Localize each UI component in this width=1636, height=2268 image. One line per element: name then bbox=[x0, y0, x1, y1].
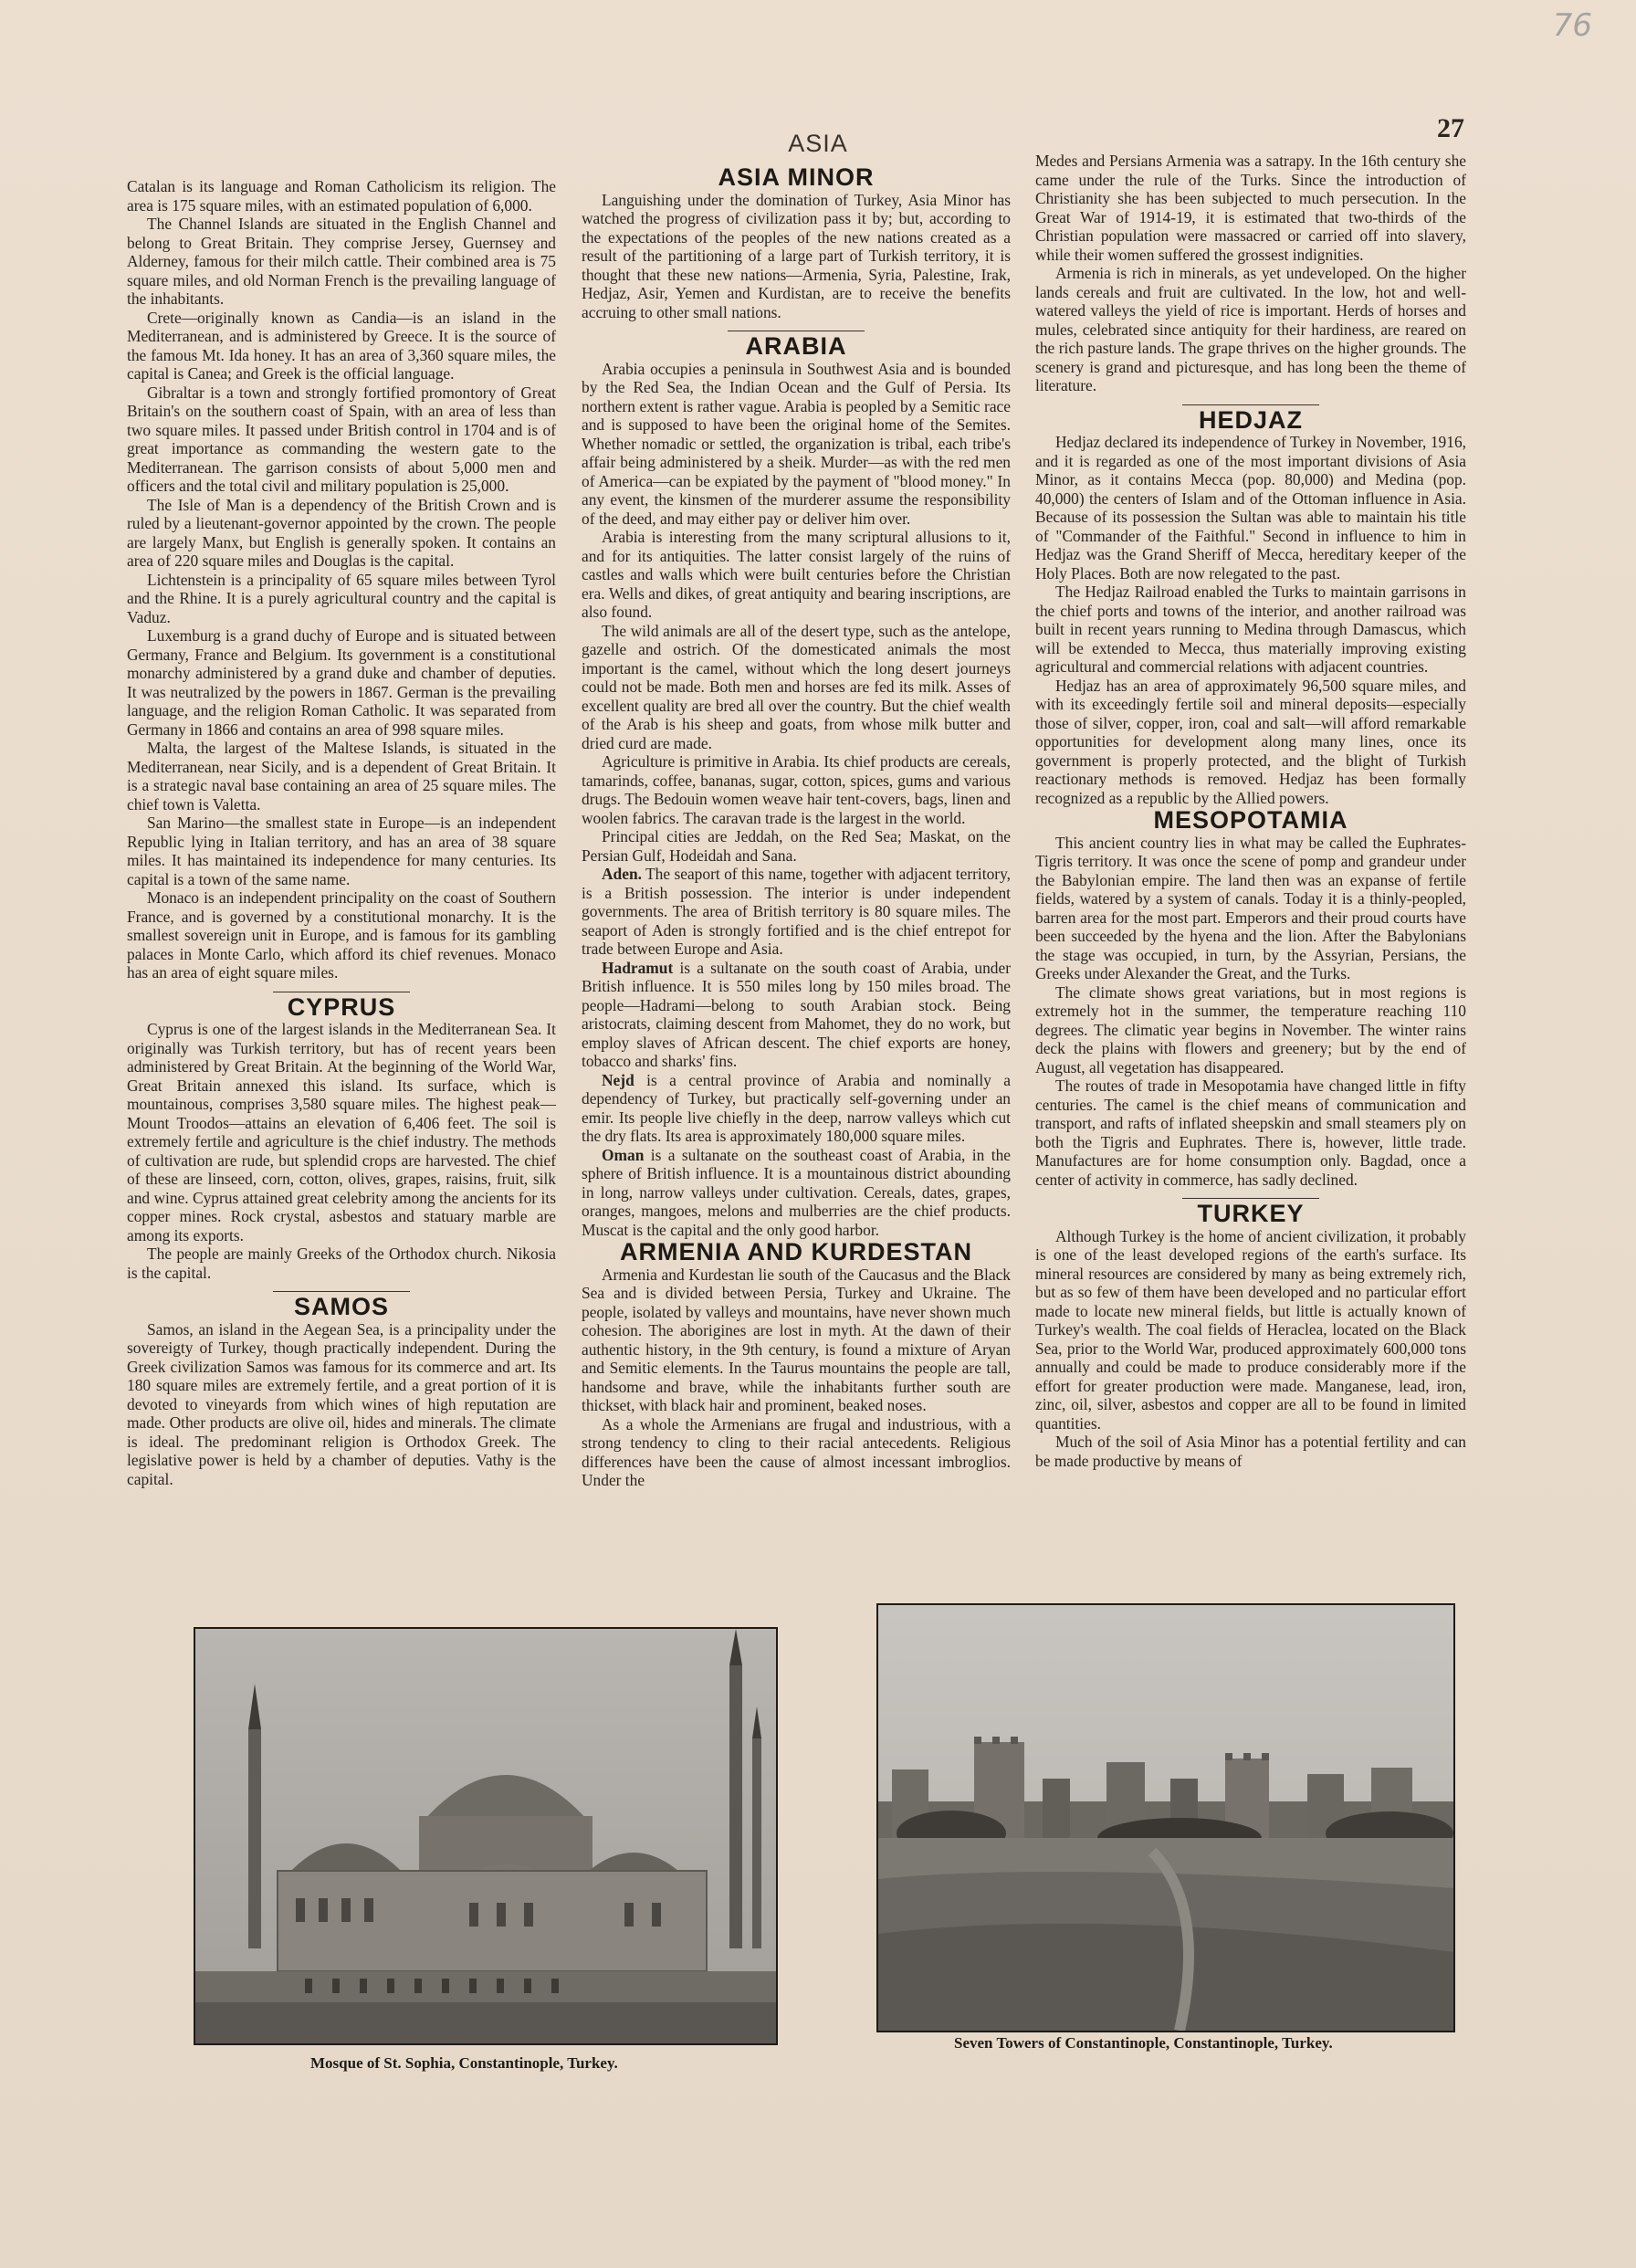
heading-asia-minor: ASIA MINOR bbox=[718, 163, 875, 191]
heading-hedjaz: HEDJAZ bbox=[1198, 405, 1303, 434]
heading-mesopotamia: MESOPOTAMIA bbox=[1153, 806, 1348, 834]
paragraph: Samos, an island in the Aegean Sea, is a principality under the sovereigty of Turkey, though practically independent. During the Greek civilization Samos was famous for its commerce and art. Its 180 square miles are extremely fertile, and a great portion of it is devoted to vineyards from which wines of high reputation are made. Other products are olive oil, hides and minerals. The climate is ideal. The predominant religion is Orthodox Greek. The legislative power is held by a chamber of deputies. Vathy is the capital. bbox=[127, 1319, 556, 1488]
lead-nejd: Nejd bbox=[602, 1070, 634, 1089]
text-aden: The seaport of this name, together with adjacent territory, is a British possession. The interior is under independent governments. The area of British territory is 80 square miles. The seaport of Aden is strongly fortified and is the chief entrepot for trade between Europe and Asia. bbox=[582, 865, 1011, 958]
paragraph: Cyprus is one of the largest islands in the Mediterranean Sea. It originally was Turkish territory, but has of recent years been administered by Great Britain. At the beginning of the World War, Great Britain annexed this island. Its surface, which is mountainous, comprises 3,580 square miles. The highest peak—Mount Troodos—attains an elevation of 6,406 feet. The soil is extremely fertile and agriculture is the chief industry. The methods of cultivation are rude, but splendid crops are harvested. The chief of these are linseed, corn, cotton, olives, grapes, raisins, fruit, silk and wine. Cyprus attained great celebrity among the ancients for its copper mines. Rock crystal, asbestos and statuary marble are among its exports. bbox=[127, 1020, 556, 1244]
paragraph-nejd bbox=[582, 1071, 1011, 1146]
paragraph: The Channel Islands are situated in the English Channel and belong to Great Britain. They comprise Jersey, Guernsey and Alderney, famous for their milch cattle. Their combined area is 75 square miles, and old Norman French is the prevailing language of the inhabitants. bbox=[127, 215, 556, 308]
handwritten-page-number: 76 bbox=[1552, 7, 1592, 44]
paragraph: Agriculture is primitive in Arabia. Its chief products are cereals, tamarinds, coffee, bananas, sugar, cotton, spices, gums and various drugs. The Bedouin women weave hair tent-covers, bags, linen and woolen fabrics. The caravan trade is the largest in the world. bbox=[582, 752, 1011, 827]
caption-seven-towers: Seven Towers of Constantinople, Constantinople, Turkey. bbox=[954, 2034, 1333, 2052]
text-nejd: is a central province of Arabia and nominally a dependency of Turkey, but practically self-governing under an emir. Its people live chiefly in the deep, narrow valleys which cut the dry flats. Its area is approximately 180,000 square miles. bbox=[582, 1070, 1011, 1145]
page-number: 27 bbox=[1437, 113, 1464, 143]
paragraph: The wild animals are all of the desert type, such as the antelope, gazelle and ostrich. Of the domesticated animals the most important is the camel, without which the long desert journeys could not be made. Both men and horses are fed its milk. Asses of excellent quality are bred all over the country. But the chief wealth of the Arab is his sheep and goats, from whose milk butter and dried curd are made. bbox=[582, 621, 1011, 752]
paragraph: Armenia is rich in minerals, as yet undeveloped. On the higher lands cereals and fruit are cultivated. In the low, hot and well-watered valleys the yield of rice is important. Herds of horses and mules, celebrated since antiquity for their hardiness, are reared on the rich pasture lands. The grape thrives on the higher grounds. The scenery is grand and picturesque, and has long been the theme of literature. bbox=[1035, 264, 1466, 394]
paragraph: San Marino—the smallest state in Europe—is an independent Republic lying in Italian territory, and has an area of 38 square miles. It has maintained its independence for many centuries. Its capital is a town of the same name. bbox=[127, 814, 556, 888]
lead-aden: Aden. bbox=[602, 865, 642, 883]
paragraph: The routes of trade in Mesopotamia have changed little in fifty centuries. The camel is the chief means of communication and transport, and rafts of inflated sheepskin and small steamers ply on both the Tigris and Euphrates. There is, however, little trade. Manufactures are for home consumption only. Bagdad, once a center of activity in commerce, has sadly declined. bbox=[1035, 1076, 1466, 1189]
photo-seven-towers bbox=[876, 1603, 1455, 2032]
column-right bbox=[1035, 152, 1466, 1470]
lead-oman: Oman bbox=[602, 1145, 645, 1164]
lead-hadramut: Hadramut bbox=[602, 958, 674, 977]
paragraph: Monaco is an independent principality on the coast of Southern France, and is governed by a constitutional monarchy. It is the smallest sovereign unit in Europe, and is famous for its gambling palaces in Monte Carlo, which afford its chief revenues. Monaco has an area of eight square miles. bbox=[127, 888, 556, 982]
column-middle bbox=[582, 164, 1011, 1490]
heading-turkey: TURKEY bbox=[1197, 1200, 1305, 1227]
text-oman: is a sultanate on the southeast coast of Arabia, in the sphere of British influence. It is a mountainous district abounding in long, narrow valleys under cultivation. Cereals, dates, grapes, oranges, mangoes, melons and mulberries are the chief products. Muscat is the capital and the only good harbor. bbox=[582, 1145, 1011, 1239]
paragraph: Lichtenstein is a principality of 65 square miles between Tyrol and the Rhine. It is a purely agricultural country and the capital is Vaduz. bbox=[127, 570, 556, 626]
paragraph: The Isle of Man is a dependency of the British Crown and is ruled by a lieutenant-governor appointed by the crown. The people are largely Manx, but English is generally spoken. It contains an area of 220 square miles and Douglas is the capital. bbox=[127, 495, 556, 570]
paragraph: Crete—originally known as Candia—is an island in the Mediterranean, and is administered by Greece. It is the source of the famous Mt. Ida honey. It has an area of 3,360 square miles, the capital is Canea; and Greek is the official language. bbox=[127, 308, 556, 383]
heading-armenia-kurdestan: ARMENIA AND KURDESTAN bbox=[620, 1238, 972, 1265]
section-divider bbox=[273, 1291, 410, 1292]
paragraph-hadramut bbox=[582, 959, 1011, 1071]
paragraph-aden bbox=[582, 865, 1011, 959]
paragraph: Medes and Persians Armenia was a satrapy. In the 16th century she came under the rule of the Turks. Since the introduction of Christianity she has been subjected to much persecution. In the Great War of 1914-19, it is estimated that two-thirds of the Christian population were massacred or carried off into slavery, while their women suffered the grossest indignities. bbox=[1035, 152, 1466, 264]
paragraph: Principal cities are Jeddah, on the Red Sea; Maskat, on the Persian Gulf, Hodeidah and Sana. bbox=[582, 827, 1011, 865]
column-left bbox=[127, 177, 556, 1488]
heading-cyprus: CYPRUS bbox=[287, 992, 396, 1021]
paragraph: Hedjaz declared its independence of Turkey in November, 1916, and it is regarded as one of the most important divisions of Asia Minor, as it contains Mecca (pop. 80,000) and Medina (pop. 40,000) the centers of Islam and of the Ottoman influence in Asia. Because of its possession the Sultan was able to maintain his title of "Commander of the Faithful." Second in influence to him in Hedjaz was the Grand Sheriff of Mecca, hereditary keeper of the Holy Places. Both are now relegated to the past. bbox=[1035, 433, 1466, 583]
caption-mosque: Mosque of St. Sophia, Constantinople, Turkey. bbox=[310, 2054, 618, 2072]
running-head: ASIA bbox=[788, 130, 848, 157]
paragraph: The Hedjaz Railroad enabled the Turks to maintain garrisons in the chief ports and towns of the interior, and another railroad was built in recent years running to Medina through Damascus, which will be extended to Mecca, thus materially improving existing agricultural and commercial relations with adjacent countries. bbox=[1035, 583, 1466, 676]
paragraph: Gibraltar is a town and strongly fortified promontory of Great Britain's on the southern coast of Spain, with an area of less than two square miles. It passed under British control in 1704 and is of great importance as commanding the western gate to the Mediterranean. The garrison consists of about 5,000 men and officers and the total civil and military population is 25,000. bbox=[127, 383, 556, 495]
paragraph-oman bbox=[582, 1146, 1011, 1240]
paragraph: Catalan is its language and Roman Catholicism its religion. The area is 175 square miles, with an estimated population of 6,000. bbox=[127, 177, 556, 215]
heading-samos: SAMOS bbox=[293, 1293, 389, 1320]
section-divider bbox=[1182, 404, 1319, 405]
paragraph: Languishing under the domination of Turkey, Asia Minor has watched the progress of civilization pass it by; but, according to the expectations of the peoples of the new nations created as a result of the partitioning of a large part of Turkish territory, it is thought that these new nations—Armenia, Syria, Palestine, Irak, Hedjaz, Asir, Yemen and Kurdistan, are to receive the benefits accruing to other small nations. bbox=[582, 190, 1011, 321]
paragraph: Arabia is interesting from the many scriptural allusions to it, and for its antiquities. The latter consist largely of the ruins of castles and walls which were built centuries before the Christian era. Wells and dikes, of great antiquity and bearing inscriptions, are also found. bbox=[582, 528, 1011, 621]
paragraph: Malta, the largest of the Maltese Islands, is situated in the Mediterranean, near Sicily, and is a dependent of Great Britain. It is a strategic naval base containing an area of 25 square miles. The chief town is Valetta. bbox=[127, 739, 556, 814]
heading-arabia: ARABIA bbox=[745, 332, 847, 360]
paragraph: This ancient country lies in what may be called the Euphrates-Tigris territory. It was once the scene of pomp and grandeur under the Babylonian empire. The land then was an expanse of fertile fields, watered by a system of canals. Today it is a thinly-peopled, barren area for the most part. Emperors and their proud courts have been succeeded by the hyena and the lion. After the Babylonians the stage was occupied, in turn, by the Assyrian, Persians, the Greeks under Alexander the Great, and the Turks. bbox=[1035, 833, 1466, 982]
paragraph: Armenia and Kurdestan lie south of the Caucasus and the Black Sea and is divided between Persia, Turkey and Ukraine. The people, isolated by valleys and mountains, have never shown much cohesion. The aborigines are lost in myth. At the dawn of their authentic history, in the 9th century, is found a mixture of Aryan and Semitic elements. In the Taurus mountains the people are tall, handsome and brave, while the inhabitants further south are thickset, with black hair and prominent, beaked noses. bbox=[582, 1265, 1011, 1414]
paragraph: Much of the soil of Asia Minor has a potential fertility and can be made productive by means of bbox=[1035, 1433, 1466, 1470]
section-divider bbox=[1182, 1198, 1319, 1199]
paragraph: The climate shows great variations, but in most regions is extremely hot in the summer, the temperature reaching 110 degrees. The climatic year begins in November. The winter rains deck the plains with flowers and greenery; but by the end of August, all vegetation has disappeared. bbox=[1035, 982, 1466, 1076]
paragraph: Although Turkey is the home of ancient civilization, it probably is one of the least developed regions of the earth's surface. Its mineral resources are considered by many as being extremely rich, but as so few of them have been developed and no particular effort made to locate new mineral fields, but little is actually known of Turkey's wealth. The coal fields of Heraclea, located on the Black Sea, prior to the World War, produced approximately 600,000 tons annually and could be made to produce considerably more if the effort for greater production were made. Manganese, lead, iron, zinc, oil, silver, asbestos and copper are all to be found in limited quantities. bbox=[1035, 1226, 1466, 1433]
paragraph: The people are mainly Greeks of the Orthodox church. Nikosia is the capital. bbox=[127, 1244, 556, 1282]
mosque-illustration bbox=[195, 1629, 776, 2043]
paragraph: As a whole the Armenians are frugal and industrious, with a strong tendency to cling to their racial antecedents. Religious differences have been the cause of almost incessant imbroglios. Under the bbox=[582, 1414, 1011, 1489]
paragraph: Hedjaz has an area of approximately 96,500 square miles, and with its exceedingly fertile soil and mineral deposits—especially those of silver, copper, iron, coal and salt—will afford remarkable opportunities for development along many lines, once its government is properly protected, and the blight of Turkish reactionary methods is removed. Hedjaz has been formally recognized as a republic by the Allied powers. bbox=[1035, 676, 1466, 807]
paragraph: Arabia occupies a peninsula in Southwest Asia and is bounded by the Red Sea, the Indian Ocean and the Gulf of Persia. Its northern extent is rather vague. Arabia is peopled by a Semitic race and is supposed to have been the original home of the Semites. Whether nomadic or settled, the organization is tribal, each tribe's affair being administered by a sheik. Murder—as with the red men of America—can be expiated by the payment of "blood money." In any event, the kinsmen of the murderer assume the responsibility of the deed, and may either pay or deliver him over. bbox=[582, 359, 1011, 528]
photo-mosque-st-sophia bbox=[194, 1627, 778, 2045]
text-hadramut: is a sultanate on the south coast of Arabia, under British influence. It is 550 miles long by 150 miles broad. The people—Hadrami—belong to south Arabian stock. Being aristocrats, claiming descent from Mahomet, they do no work, but employ slaves of African descent. The chief exports are honey, tobacco and sharks' fins. bbox=[582, 958, 1011, 1070]
seven-towers-illustration bbox=[878, 1605, 1453, 2031]
paragraph: Luxemburg is a grand duchy of Europe and is situated between Germany, France and Belgium. Its government is a constitutional monarchy administered by a grand duke and chamber of deputies. It was neutralized by the powers in 1867. German is the prevailing language, and the religion Roman Catholic. It was separated from Germany in 1866 and contains an area of 998 square miles. bbox=[127, 626, 556, 739]
